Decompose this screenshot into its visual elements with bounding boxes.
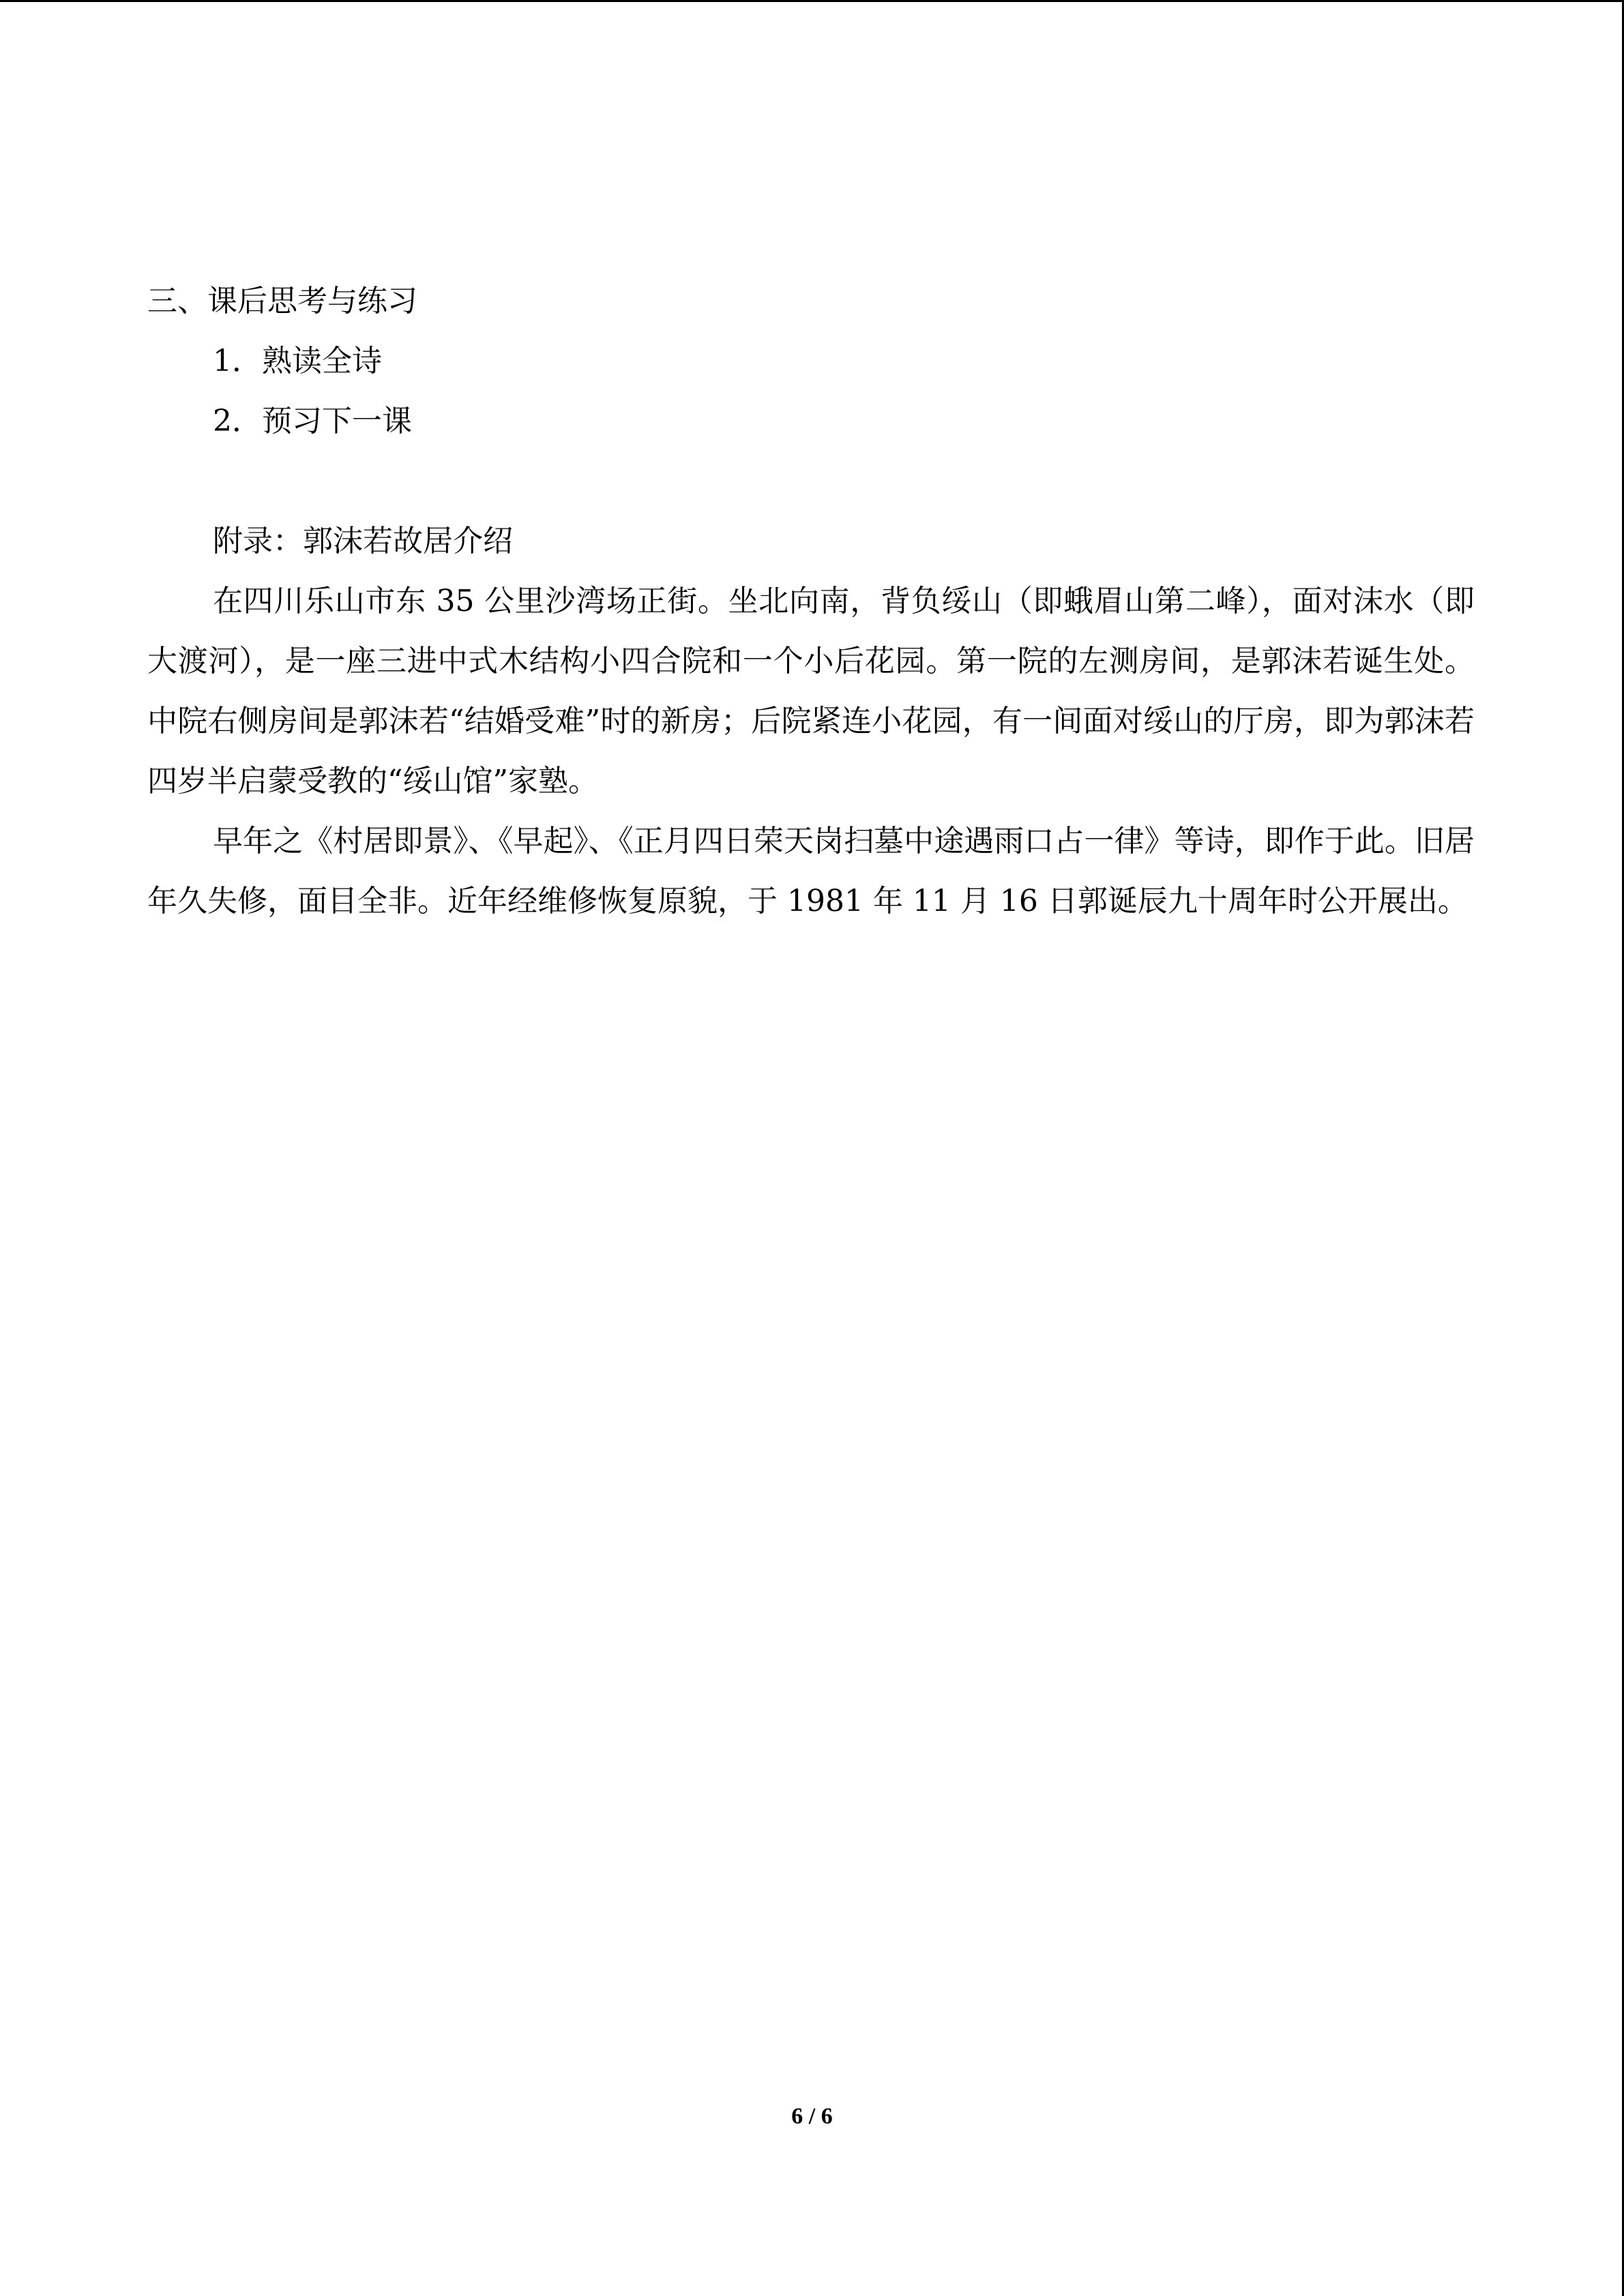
exercise-item-1: 1．熟读全诗: [213, 344, 382, 378]
section-heading: 三、课后思考与练习: [147, 284, 417, 318]
page-content: [147, 271, 1475, 931]
appendix-paragraph-1: 在四川乐山市东 35 公里沙湾场正街。坐北向南，背负绥山（即蛾眉山第二峰），面对沫水（即大渡河），是一座三进中式木结构小四合院和一个小后花园。第一院的左测房间，是郭沫若诞生处。中院右侧房间是郭沫若“结婚受难”时的新房；后院紧连小花园，有一间面对绥山的厅房，即为郭沫若四岁半启蒙受教的“绥山馆”家塾。: [147, 584, 1475, 799]
appendix-paragraph-2: 早年之《村居即景》、《早起》、《正月四日荣天岗扫墓中途遇雨口占一律》等诗，即作于此。旧居年久失修，面目全非。近年经维修恢复原貌，于 1981 年 11 月 16 日郭诞辰九十周年时公开展出。: [147, 824, 1475, 919]
appendix-title: 附录：郭沫若故居介绍: [213, 524, 513, 558]
exercise-item-2: 2．预习下一课: [213, 404, 412, 438]
page-number: 6 / 6: [791, 2104, 833, 2129]
spacer: [147, 451, 1475, 511]
